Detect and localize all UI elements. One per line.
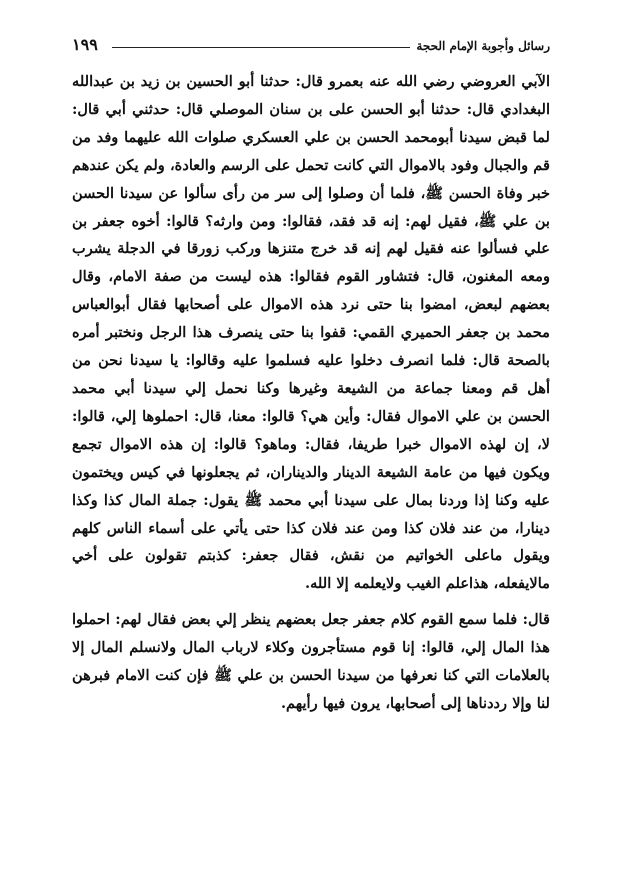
book-page <box>72 30 550 850</box>
text-body <box>72 68 550 718</box>
page-number: ١٩٩ <box>72 36 104 54</box>
paragraph-2: قال: فلما سمع القوم كلام جعفر جعل بعضهم ينظر إلي بعض فقال لهم: احملوا هذا المال إلي، قالوا: إنا قوم مستأجرون وكلاء لارباب المال ولانسلم المال إلا بالعلامات التي كنا نعرفها من سيدنا الحسن بن علي ﷺ فإن كنت الامام فبرهن لنا وإلا رددناها إلى أصحابها، يرون فيها رأيهم. <box>72 611 550 712</box>
paragraph-1: الآبي العروضي رضي الله عنه بعمرو قال: حدثنا أبو الحسين بن زيد بن عبدالله البغدادي قال: حدثنا أبو الحسن على بن سنان الموصلي قال: حدثني أبي قال: لما قبض سيدنا أبومحمد الحسن بن علي العسكري صلوات الله عليهما وفد من قم والجبال وفود بالاموال التي كانت تحمل على الرسم والعادة، ولم يكن عندهم خبر وفاة الحسن ﷺ، فلما أن وصلوا إلى سر من رأى سألوا عن سيدنا الحسن بن علي ﷺ، فقيل لهم: إنه قد فقد، فقالوا: ومن وارثه؟ قالوا: أخوه جعفر بن علي فسألوا عنه فقيل لهم إنه قد خرج متنزها وركب زورقا في الدجلة يشرب ومعه المغنون، قال: فتشاور القوم فقالوا: هذه ليست من صفة الامام، وقال بعضهم لبعض، امضوا بنا حتى نرد هذه الاموال على أصحابها فقال أبوالعباس محمد بن جعفر الحميري القمي: قفوا بنا حتى ينصرف هذا الرجل ونختبر أمره بالصحة قال: فلما انصرف دخلوا عليه فسلموا عليه وقالوا: يا سيدنا نحن من أهل قم ومعنا جماعة من الشيعة وغيرها وكنا نحمل إلي سيدنا أبي محمد الحسن بن علي الاموال فقال: وأين هي؟ قالوا: معنا، قال: احملوها إلي، قالوا: لا، إن لهذه الاموال خبرا طريفا، فقال: وماهو؟ قالوا: إن هذه الاموال تجمع ويكون فيها من عامة الشيعة الدينار والديناران، ثم يجعلونها في كيس ويختمون عليه وكنا إذا وردنا بمال على سيدنا أبي محمد ﷺ يقول: جملة المال كذا وكذا دينارا، من عند فلان كذا ومن عند فلان كذا حتى يأتي على أسماء الناس كلهم ويقول ماعلى الخواتيم من نقش، فقال جعفر: كذبتم تقولون على أخي مالايفعله، هذاعلم الغيب ولايعلمه إلا الله. <box>72 73 550 593</box>
running-header <box>72 30 550 54</box>
header-title: رسائل وأجوبة الإمام الحجة <box>410 38 550 54</box>
